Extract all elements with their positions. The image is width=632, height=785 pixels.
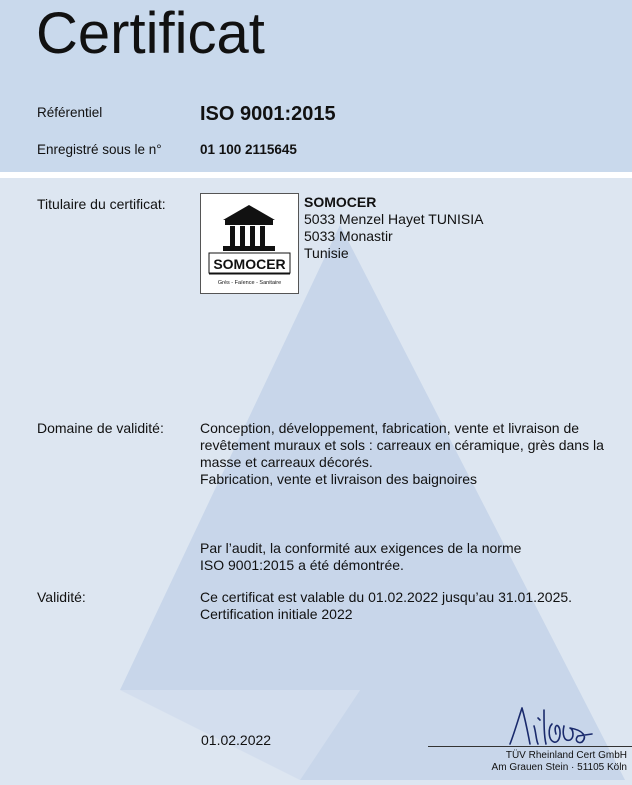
registration-label: Enregistré sous le n°: [37, 142, 162, 157]
holder-address-line: Tunisie: [304, 245, 349, 261]
svg-text:Grès - Faïence - Sanitaire: Grès - Faïence - Sanitaire: [217, 280, 282, 286]
validity-line: Certification initiale 2022: [200, 606, 353, 622]
scope-line: Fabrication, vente et livraison des baignoires: [200, 471, 478, 487]
page-title: Certificat: [36, 1, 265, 66]
issuer-address: Am Grauen Stein · 51105 Köln: [491, 762, 627, 773]
audit-statement: [200, 540, 521, 574]
issue-date: 01.02.2022: [201, 732, 272, 748]
holder-address-line: 5033 Monastir: [304, 228, 393, 244]
validity-label: Validité:: [37, 589, 86, 605]
building-columns-icon: [201, 194, 298, 293]
standard-value: ISO 9001:2015: [200, 103, 336, 125]
referentiel-label: Référentiel: [37, 105, 103, 120]
scope-line: masse et carreaux décorés.: [200, 454, 373, 470]
scope-text: [200, 420, 630, 488]
svg-text:SOMOCER: SOMOCER: [213, 256, 286, 272]
issuer-block: [492, 750, 627, 774]
holder-label: Titulaire du certificat:: [37, 196, 166, 212]
scope-line: revêtement muraux et sols : carreaux en céramique, grès dans la: [200, 437, 604, 453]
signature: [500, 700, 600, 748]
holder-name: SOMOCER: [304, 194, 377, 210]
issuer-name: TÜV Rheinland Cert GmbH: [505, 750, 627, 761]
audit-line: Par l’audit, la conformité aux exigences de la norme: [200, 540, 522, 556]
scope-label: Domaine de validité:: [37, 420, 164, 436]
audit-line: ISO 9001:2015 a été démontrée.: [200, 557, 404, 573]
signature-line: [428, 746, 632, 747]
holder-address-line: 5033 Menzel Hayet TUNISIA: [304, 211, 484, 227]
validity-text: [200, 589, 572, 623]
validity-line: Ce certificat est valable du 01.02.2022 jusqu’au 31.01.2025.: [200, 589, 573, 605]
registration-number: 01 100 2115645: [200, 142, 297, 157]
scope-line: Conception, développement, fabrication, vente et livraison de: [200, 420, 580, 436]
holder-block: [304, 194, 484, 262]
company-logo: [200, 193, 299, 294]
